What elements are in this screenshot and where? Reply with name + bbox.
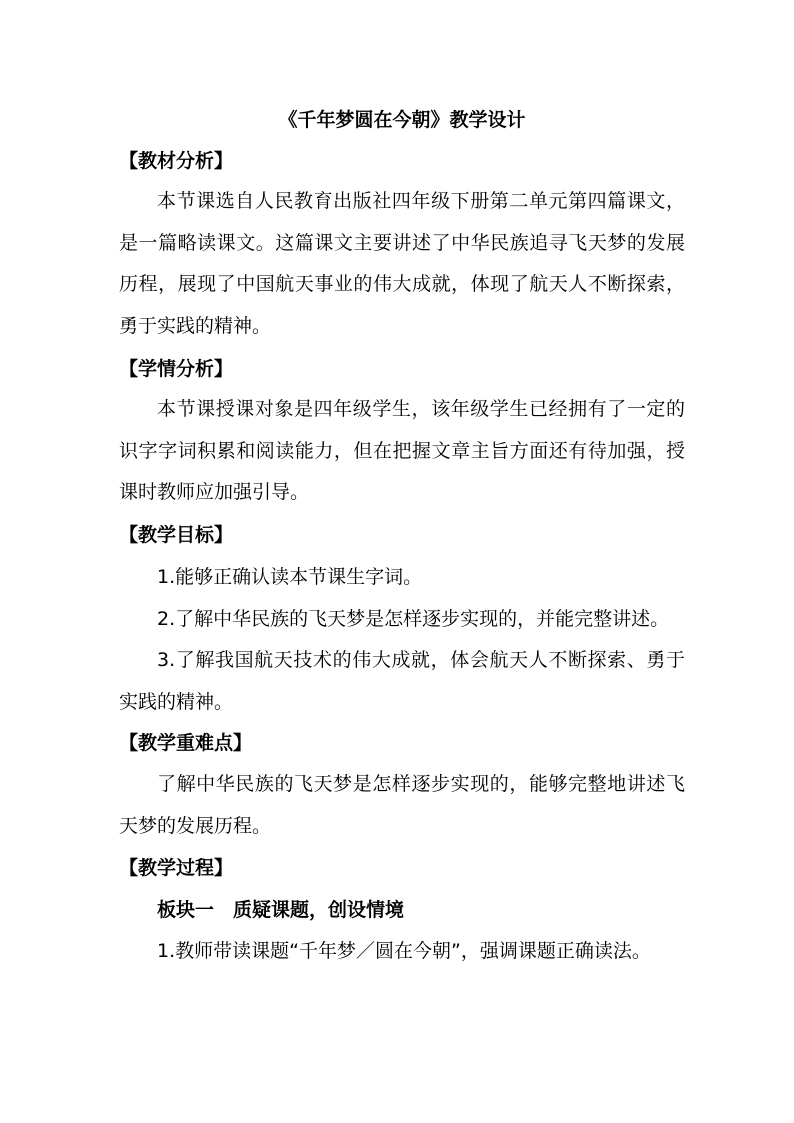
heading-textbook-analysis: 【教材分析】 <box>119 150 234 172</box>
paragraph-key-points: 了解中华民族的飞天梦是怎样逐步实现的，能够完整地讲述飞天梦的发展历程。 <box>119 773 685 837</box>
process-step-1: 1.教师带读课题“千年梦／圆在今朝”，强调课题正确读法。 <box>157 940 651 962</box>
heading-objectives: 【教学目标】 <box>119 524 234 546</box>
document-title: 《千年梦圆在今朝》教学设计 <box>278 109 526 131</box>
objective-item-1: 1.能够正确认读本节课生字词。 <box>157 566 423 588</box>
paragraph-textbook-analysis: 本节课选自人民教育出版社四年级下册第二单元第四篇课文，是一篇略读课文。这篇课文主要讲述了中华民族追寻飞天梦的发展历程，展现了中国航天事业的伟大成就，体现了航天人不断探索，勇于实践的精神。 <box>119 190 685 337</box>
heading-key-points: 【教学重难点】 <box>119 732 253 754</box>
heading-process: 【教学过程】 <box>119 857 234 879</box>
objective-item-2: 2.了解中华民族的飞天梦是怎样逐步实现的，并能完整讲述。 <box>157 608 670 630</box>
paragraph-student-analysis: 本节课授课对象是四年级学生，该年级学生已经拥有了一定的识字字词积累和阅读能力，但在把握文章主旨方面还有待加强，授课时教师应加强引导。 <box>119 398 685 503</box>
process-block-title: 板块一 质疑课题，创设情境 <box>157 899 405 921</box>
objective-item-3: 3.了解我国航天技术的伟大成就，体会航天人不断探索、勇于实践的精神。 <box>119 649 685 713</box>
heading-student-analysis: 【学情分析】 <box>119 358 234 380</box>
